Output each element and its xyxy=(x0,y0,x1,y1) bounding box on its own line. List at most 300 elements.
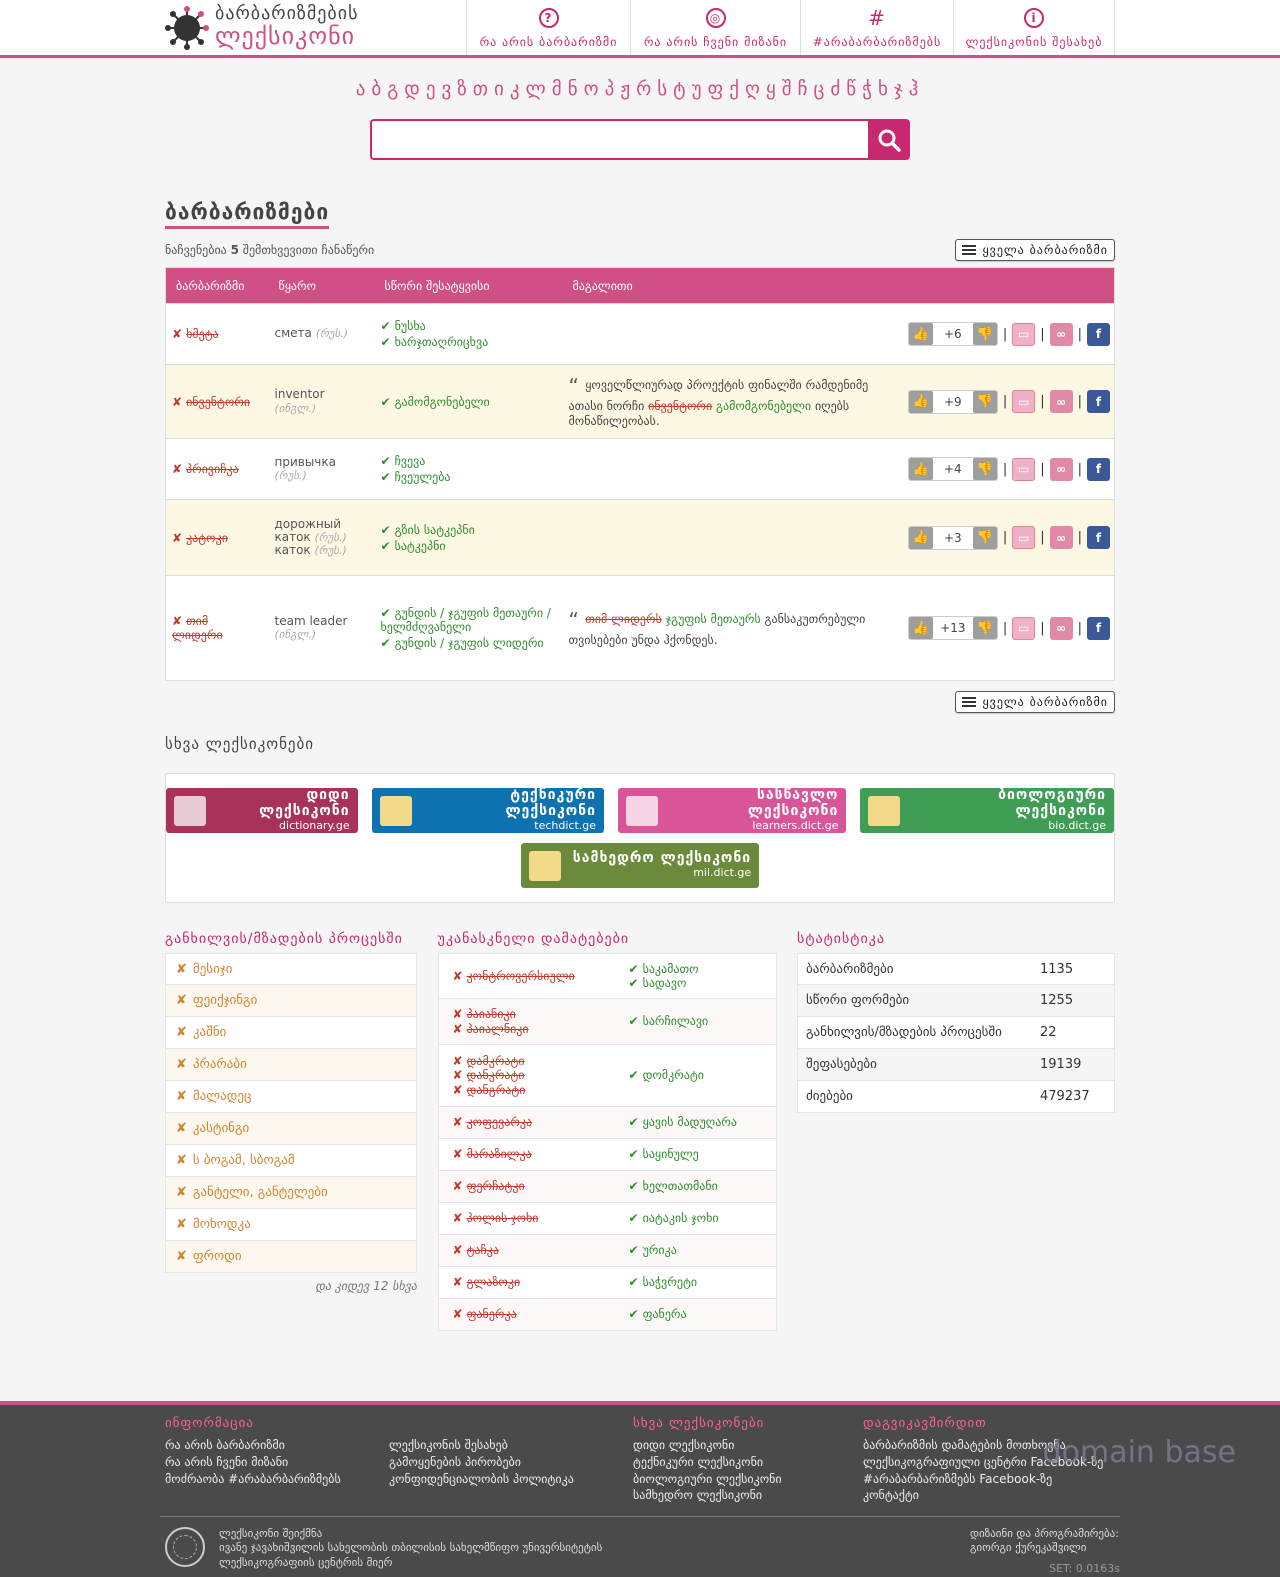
check-icon: ✔ xyxy=(628,1147,639,1162)
recent-right[interactable]: ✔ სარჩილავი xyxy=(628,1014,709,1029)
dict-name: დიდი ლექსიკონი xyxy=(259,786,350,820)
alphabet-letter[interactable]: ჟ xyxy=(620,78,637,100)
cross-icon: ✘ xyxy=(172,462,183,476)
correct-item xyxy=(381,523,557,537)
watermark: domain base xyxy=(1042,1435,1236,1470)
alphabet-letter[interactable]: ხ xyxy=(878,78,894,100)
thumbs-down-icon[interactable]: 👎 xyxy=(973,458,997,480)
other-dicts-panel xyxy=(165,773,1115,903)
check-icon: ✔ xyxy=(628,1068,639,1083)
source-lang: (ინგლ.) xyxy=(274,401,317,415)
example-wrong: თიმ ლიდერს xyxy=(585,612,662,626)
recent-right[interactable]: ✔ ყავის მადუღარა xyxy=(628,1115,737,1130)
comment-icon[interactable]: ▭ xyxy=(1012,323,1035,346)
stats-list xyxy=(797,931,1115,1331)
col-example: მაგალითი xyxy=(563,268,898,304)
cross-icon: ✘ xyxy=(452,1211,463,1226)
target-icon: ◎ xyxy=(706,8,726,28)
list-item[interactable] xyxy=(165,953,417,985)
source-word: смета xyxy=(274,326,312,341)
recent-right[interactable]: ✔ საყინულე xyxy=(628,1147,699,1162)
correct-word[interactable]: გამომგონებელი xyxy=(394,394,490,409)
vote-widget xyxy=(908,526,998,550)
recent-wrong[interactable]: ✘ პაიანიკი xyxy=(452,1007,516,1022)
stat-value: 479237 xyxy=(1040,1089,1090,1104)
list-item[interactable] xyxy=(165,1081,417,1113)
alphabet-letter[interactable]: მ xyxy=(551,78,568,100)
row-actions: 👍 +3 👎 | ▭ | ∞ | f xyxy=(904,526,1111,550)
site-header xyxy=(0,0,1280,58)
alphabet-letter[interactable]: ც xyxy=(813,78,831,100)
table-row xyxy=(166,304,1115,365)
recent-wrong[interactable]: ✘ კოფევარკა xyxy=(452,1115,533,1130)
vote-count: +4 xyxy=(943,462,962,476)
question-icon: ? xyxy=(539,8,559,28)
thumbs-down-icon[interactable]: 👎 xyxy=(973,391,997,413)
recent-wrong[interactable]: ✘ პაიალნიკი xyxy=(452,1021,529,1036)
correct-item xyxy=(381,606,557,634)
source-item xyxy=(275,327,369,340)
cross-icon: ✘ xyxy=(452,1243,463,1258)
facebook-share-icon[interactable]: f xyxy=(1087,617,1110,640)
dict-domain: mil.dict.ge xyxy=(693,866,752,880)
row-actions: 👍 +13 👎 | ▭ | ∞ | f xyxy=(904,616,1111,640)
correct-item xyxy=(381,395,557,409)
process-title: განხილვის/მზადების პროცესში xyxy=(165,931,403,947)
stat-row xyxy=(797,1017,1115,1049)
site-footer xyxy=(0,1401,1280,1577)
link-icon[interactable]: ∞ xyxy=(1050,458,1073,481)
correct-item xyxy=(381,335,557,349)
cross-icon: ✘ xyxy=(452,1068,463,1083)
thumbs-up-icon[interactable]: 👍 xyxy=(909,527,933,549)
alphabet-letter[interactable]: შ xyxy=(781,78,798,100)
quote-icon: “ xyxy=(568,374,586,398)
example-right: ჯგუფის მეთაურს xyxy=(665,612,761,626)
list-item[interactable] xyxy=(165,1241,417,1273)
alphabet-letter[interactable]: ზ xyxy=(457,78,473,100)
footer-link[interactable]: ლექსიკონის შესახებ xyxy=(389,1438,508,1452)
list-item[interactable] xyxy=(165,1049,417,1081)
dict-book-icon xyxy=(868,796,900,826)
footer-contact-title: დაგვიკავშირდით xyxy=(863,1416,987,1431)
footer-link[interactable]: #არაბარბარიზმებს Facebook-ზე xyxy=(863,1471,1053,1486)
comment-icon[interactable]: ▭ xyxy=(1012,390,1035,413)
recent-wrong[interactable]: ✘ პოლის ჯოხი xyxy=(452,1211,539,1226)
university-seal-icon xyxy=(165,1527,205,1567)
alphabet-letter[interactable]: ვ xyxy=(441,78,458,100)
alphabet-letter[interactable]: ს xyxy=(657,78,674,100)
stat-label: შეფასებები xyxy=(806,1057,877,1072)
check-icon: ✔ xyxy=(380,636,391,650)
cross-icon: ✘ xyxy=(172,614,183,628)
vote-count: +13 xyxy=(940,621,966,635)
row-actions: 👍 +4 👎 | ▭ | ∞ | f xyxy=(904,457,1111,481)
alphabet-letter[interactable]: კ xyxy=(509,78,526,100)
stat-label: სწორი ფორმები xyxy=(806,993,910,1008)
nav-label: რა არის ჩვენი მიზანი xyxy=(643,34,788,49)
example-after: იღებს მონაწილეობას. xyxy=(568,399,850,428)
cross-icon: ✘ xyxy=(176,1057,187,1072)
correct-word[interactable]: სატკეპნი xyxy=(394,538,446,553)
correct-item xyxy=(381,319,557,333)
list-item xyxy=(438,1107,777,1139)
correct-item xyxy=(381,539,557,553)
check-icon: ✔ xyxy=(380,319,391,333)
cross-icon: ✘ xyxy=(452,1147,463,1162)
list-icon xyxy=(962,697,976,707)
link-icon[interactable]: ∞ xyxy=(1050,617,1073,640)
alphabet-letter[interactable]: ი xyxy=(493,78,510,100)
search-input[interactable] xyxy=(370,119,868,160)
example-before: ყოველწლიურად პროექტის ფინალში რამდენიმე ათასი ნორჩი xyxy=(568,378,869,413)
list-item[interactable] xyxy=(165,1177,417,1209)
alphabet-letter[interactable]: ძ xyxy=(830,78,847,100)
correct-word[interactable]: გუნდის / ჯგუფის ლიდერი xyxy=(394,636,544,650)
alphabet-letter[interactable]: ლ xyxy=(525,78,552,100)
list-item[interactable] xyxy=(165,1113,417,1145)
stat-row xyxy=(797,953,1115,985)
example-wrong: ინვენტორი xyxy=(648,399,713,413)
recent-right[interactable]: ✔ იატაკის ჯოხი xyxy=(628,1211,719,1226)
cross-icon: ✘ xyxy=(176,1185,187,1200)
dict-domain: techdict.ge xyxy=(534,819,597,833)
dict-name: ბიოლოგიური ლექსიკონი xyxy=(998,786,1106,820)
thumbs-down-icon[interactable]: 👎 xyxy=(973,527,997,549)
cross-icon: ✘ xyxy=(452,968,463,983)
link-icon[interactable]: ∞ xyxy=(1050,526,1073,549)
search-button[interactable] xyxy=(868,119,910,160)
list-item xyxy=(438,1203,777,1235)
barbarism-word[interactable]: ხმეტა xyxy=(186,327,219,341)
vote-widget xyxy=(908,322,998,346)
list-icon xyxy=(962,245,976,255)
example-after: განსაკუთრებული თვისებები უნდა ჰქონდეს. xyxy=(568,612,866,647)
process-list xyxy=(165,931,417,1331)
alphabet-letter[interactable]: ტ xyxy=(673,78,692,100)
row-actions: 👍 +9 👎 | ▭ | ∞ | f xyxy=(904,390,1111,414)
recent-wrong[interactable]: ✘ ტაჩკა xyxy=(452,1243,499,1258)
cross-icon: ✘ xyxy=(452,1179,463,1194)
correct-word[interactable]: ჩვეულება xyxy=(394,470,451,484)
process-word: მოხოდკა xyxy=(192,1217,251,1232)
logo-line2: ლექსიკონი xyxy=(215,22,356,51)
link-icon[interactable]: ∞ xyxy=(1050,323,1073,346)
alphabet-letter[interactable]: ფ xyxy=(707,78,730,100)
recent-wrong[interactable]: ✘ დანკრატი xyxy=(452,1068,525,1083)
dict-book-icon xyxy=(529,851,561,881)
process-word: ფროდი xyxy=(192,1249,242,1264)
all-barbarisms-button-bottom[interactable]: ყველა ბარბარიზმი xyxy=(955,691,1115,713)
footer-link[interactable]: ტექნიკური ლექსიკონი xyxy=(633,1454,764,1469)
vote-count: +9 xyxy=(943,394,962,409)
alphabet-letter[interactable]: ბ xyxy=(371,78,388,100)
source-item xyxy=(275,388,369,414)
list-item[interactable] xyxy=(165,985,417,1017)
thumbs-up-icon[interactable]: 👍 xyxy=(909,458,933,480)
recent-right[interactable]: ✔ ხელთათმანი xyxy=(628,1179,718,1194)
source-item xyxy=(275,544,369,557)
dict-link[interactable] xyxy=(618,788,846,833)
recent-wrong[interactable]: ✘ ფერჩატკი xyxy=(452,1179,525,1194)
recent-right[interactable]: ✔ საკამათო xyxy=(628,961,699,976)
recent-wrong[interactable]: ✘ კონტროვერსიული xyxy=(452,968,575,983)
process-word: პრარაბი xyxy=(192,1057,247,1072)
alphabet-letter[interactable]: წ xyxy=(846,78,863,100)
nav-what-is-barbarism[interactable] xyxy=(466,0,630,55)
cross-icon: ✘ xyxy=(452,1115,463,1130)
recent-right[interactable]: ✔ საჭვრეტი xyxy=(628,1275,698,1290)
check-icon: ✔ xyxy=(628,1179,639,1194)
vote-widget xyxy=(908,457,998,481)
table-row xyxy=(166,500,1115,576)
cross-icon: ✘ xyxy=(172,327,183,341)
thumbs-up-icon[interactable]: 👍 xyxy=(909,391,933,413)
footer-link[interactable]: ლექსიკოგრაფიული ცენტრი Facebook-ზე xyxy=(863,1454,1104,1469)
cross-icon: ✘ xyxy=(172,394,183,409)
check-icon: ✔ xyxy=(380,538,391,553)
alphabet-letter[interactable]: თ xyxy=(472,78,494,100)
design-label: დიზაინი და პროგრამირება: xyxy=(970,1527,1119,1541)
process-more: და კიდევ 12 სხვა xyxy=(315,1279,417,1293)
alphabet-letter[interactable]: ჩ xyxy=(797,78,814,100)
virus-logo-icon xyxy=(165,6,209,50)
credit-line: ლექსიკონი შეიქმნა xyxy=(219,1527,323,1541)
source-lang: (რუს.) xyxy=(314,530,347,544)
alphabet-letter[interactable]: გ xyxy=(387,78,405,100)
credit-line: ლექსიკოგრაფიის ცენტრის მიერ xyxy=(219,1555,393,1569)
alphabet-letter[interactable]: უ xyxy=(691,78,708,100)
all-barbarisms-button[interactable]: ყველა ბარბარიზმი xyxy=(955,239,1115,261)
cross-icon: ✘ xyxy=(452,1053,463,1068)
dict-book-icon xyxy=(380,796,412,826)
cross-icon: ✘ xyxy=(176,1121,187,1136)
recent-right[interactable]: ✔ ურიკა xyxy=(628,1243,677,1258)
vote-count: +6 xyxy=(943,327,962,341)
process-word: კასტინგი xyxy=(192,1121,250,1136)
correct-item xyxy=(381,470,557,484)
correct-item xyxy=(381,636,557,650)
cross-icon: ✘ xyxy=(172,530,183,545)
footer-link[interactable]: სამხედრო ლექსიკონი xyxy=(633,1488,763,1503)
correct-word[interactable]: გუნდის / ჯგუფის მეთაური / ხელმძღვანელი xyxy=(380,606,551,634)
stat-row xyxy=(797,985,1115,1017)
nav-label: რა არის ბარბარიზმი xyxy=(479,34,618,49)
list-item[interactable] xyxy=(165,1017,417,1049)
footer-link[interactable]: რა არის ჩვენი მიზანი xyxy=(165,1454,289,1469)
cross-icon: ✘ xyxy=(452,1007,463,1022)
nav-about[interactable] xyxy=(953,0,1115,55)
recent-wrong[interactable]: ✘ ფანერკა xyxy=(452,1307,517,1322)
barbarism-word[interactable]: ინვენტორი xyxy=(186,394,251,409)
source-word: team leader xyxy=(274,613,348,628)
credit-line[interactable]: ივანე ჯავახიშვილის სახელობის თბილისის სახელმწიფო უნივერსიტეტის xyxy=(219,1541,603,1555)
check-icon: ✔ xyxy=(380,454,391,468)
process-word: კაშნი xyxy=(192,1025,227,1040)
table-row xyxy=(166,576,1115,681)
source-word: каток xyxy=(274,543,311,558)
cross-icon: ✘ xyxy=(452,1082,463,1097)
check-icon: ✔ xyxy=(380,470,391,484)
process-word: ფეიქჯინგი xyxy=(192,993,258,1008)
col-correct: სწორი შესატყვისი xyxy=(375,268,563,304)
process-word: მალადეც xyxy=(192,1089,252,1104)
dict-link[interactable] xyxy=(166,788,358,833)
correct-word[interactable]: ნუსხა xyxy=(394,319,426,333)
dict-link[interactable] xyxy=(372,788,604,833)
facebook-share-icon[interactable]: f xyxy=(1087,390,1110,413)
designer-link[interactable]: გიორგი ქურეკაშვილი xyxy=(970,1541,1087,1555)
recent-wrong[interactable]: ✘ მარაზილკა xyxy=(452,1147,532,1162)
check-icon: ✔ xyxy=(628,1211,639,1226)
list-item xyxy=(438,1235,777,1267)
footer-link[interactable]: გამოყენების პირობები xyxy=(389,1454,521,1469)
alphabet-letter[interactable]: ჰ xyxy=(908,78,925,100)
thumbs-down-icon[interactable]: 👎 xyxy=(973,617,997,639)
footer-link[interactable]: მოძრაობა #არაბარბარიზმებს xyxy=(165,1471,341,1486)
shown-info: ნაჩვენებია 5 შემთხვევითი ჩანაწერი xyxy=(165,243,375,257)
source-word: привычка xyxy=(274,454,336,469)
vote-widget xyxy=(908,390,998,414)
dict-domain: bio.dict.ge xyxy=(1048,819,1106,833)
alphabet-letter[interactable]: ჯ xyxy=(893,78,909,100)
source-word: дорожный каток xyxy=(274,516,342,544)
list-item xyxy=(438,1139,777,1171)
alphabet-letter[interactable]: ღ xyxy=(744,78,766,100)
footer-link[interactable]: დიდი ლექსიკონი xyxy=(633,1438,735,1452)
list-item xyxy=(438,953,777,999)
nav-hashtag[interactable] xyxy=(800,0,953,55)
list-item[interactable] xyxy=(165,1209,417,1241)
comment-icon[interactable]: ▭ xyxy=(1012,458,1035,481)
recent-list xyxy=(438,931,777,1331)
alphabet-letter[interactable]: დ xyxy=(404,78,426,100)
link-icon[interactable]: ∞ xyxy=(1050,390,1073,413)
cross-icon: ✘ xyxy=(176,1217,187,1232)
recent-right[interactable]: ✔ დომკრატი xyxy=(628,1068,704,1083)
alphabet-letter[interactable]: ჭ xyxy=(862,78,879,100)
search-icon xyxy=(877,128,901,152)
footer-link[interactable]: კონტაქტი xyxy=(863,1488,919,1503)
set-time: SET: 0.0163s xyxy=(1049,1561,1120,1575)
recent-right[interactable]: ✔ ფანერა xyxy=(628,1307,687,1322)
check-icon: ✔ xyxy=(628,1243,639,1258)
cross-icon: ✘ xyxy=(176,961,187,977)
comment-icon[interactable]: ▭ xyxy=(1012,526,1035,549)
source-word: inventor xyxy=(274,387,325,402)
site-logo[interactable] xyxy=(165,0,465,55)
footer-link[interactable]: ბარბარიზმის დამატების მოთხოვნა xyxy=(863,1438,1066,1452)
dict-book-icon xyxy=(174,796,206,826)
dict-domain: dictionary.ge xyxy=(279,819,350,833)
footer-other-title: სხვა ლექსიკონები xyxy=(633,1416,765,1431)
barbarism-word[interactable]: კატოკი xyxy=(186,530,228,545)
info-icon: i xyxy=(1024,8,1044,28)
list-item xyxy=(438,999,777,1045)
cross-icon: ✘ xyxy=(452,1275,463,1290)
thumbs-down-icon[interactable]: 👎 xyxy=(973,323,997,345)
recent-right[interactable]: ✔ სადავო xyxy=(628,976,687,990)
thumbs-up-icon[interactable]: 👍 xyxy=(909,617,933,639)
process-word: განტელი, განტელები xyxy=(192,1185,328,1200)
footer-link[interactable]: ბიოლოგიური ლექსიკონი xyxy=(633,1471,782,1486)
recent-wrong[interactable]: ✘ დანგრატი xyxy=(452,1082,526,1097)
thumbs-up-icon[interactable]: 👍 xyxy=(909,323,933,345)
barbarisms-table xyxy=(165,267,1115,681)
dict-link[interactable] xyxy=(521,843,759,888)
dict-link[interactable] xyxy=(860,788,1114,833)
cross-icon: ✘ xyxy=(176,1089,187,1104)
alphabet-letter[interactable]: რ xyxy=(636,78,658,100)
alphabet-letter[interactable]: ე xyxy=(425,78,442,100)
check-icon: ✔ xyxy=(628,1014,639,1029)
table-row xyxy=(166,365,1115,439)
recent-wrong[interactable]: ✘ დამკრატი xyxy=(452,1053,525,1068)
list-item[interactable] xyxy=(165,1145,417,1177)
nav-label: #არაბარბარიზმებს xyxy=(812,34,942,49)
facebook-share-icon[interactable]: f xyxy=(1087,526,1110,549)
comment-icon[interactable]: ▭ xyxy=(1012,617,1035,640)
stat-label: ძიებები xyxy=(806,1089,853,1104)
alphabet-letter[interactable]: ქ xyxy=(729,78,745,100)
cross-icon: ✘ xyxy=(452,1021,463,1036)
stat-value: 22 xyxy=(1040,1025,1057,1040)
nav-label: ლექსიკონის შესახებ xyxy=(965,34,1103,49)
alphabet-letter[interactable]: ა xyxy=(355,78,372,100)
facebook-share-icon[interactable]: f xyxy=(1087,458,1110,481)
check-icon: ✔ xyxy=(628,1275,639,1290)
cross-icon: ✘ xyxy=(176,1153,187,1168)
check-icon: ✔ xyxy=(628,976,639,990)
col-barbarism: ბარბარიზმი xyxy=(166,268,269,304)
stat-label: ბარბარიზმები xyxy=(806,961,894,977)
main-nav xyxy=(466,0,1115,55)
recent-title: უკანასკნელი დამატებები xyxy=(437,931,630,947)
recent-wrong[interactable]: ✘ გლაზოკი xyxy=(452,1275,521,1290)
nav-our-goal[interactable] xyxy=(630,0,800,55)
correct-word[interactable]: ჩვევა xyxy=(394,454,426,468)
barbarism-word[interactable]: თიმ ლიდერი xyxy=(172,614,223,642)
alphabet-letter[interactable]: ყ xyxy=(765,78,782,100)
source-lang: (ინგლ.) xyxy=(274,628,317,641)
check-icon: ✔ xyxy=(380,522,391,537)
source-lang: (რუს.) xyxy=(274,469,307,482)
check-icon: ✔ xyxy=(628,1307,639,1322)
process-word: ს ბოგამ, სბოგამ xyxy=(192,1153,295,1168)
alphabet-letter[interactable]: პ xyxy=(604,78,621,100)
other-dicts-title: სხვა ლექსიკონები xyxy=(165,735,315,753)
vote-widget xyxy=(908,616,998,640)
cross-icon: ✘ xyxy=(452,1307,463,1322)
footer-info-title: ინფორმაცია xyxy=(165,1416,254,1431)
cross-icon: ✘ xyxy=(176,993,187,1008)
alphabet-letter[interactable]: ნ xyxy=(567,78,584,100)
facebook-share-icon[interactable]: f xyxy=(1087,323,1110,346)
footer-link[interactable]: რა არის ბარბარიზმი xyxy=(165,1438,285,1452)
correct-word[interactable]: ხარჯთაღრიცხვა xyxy=(394,335,489,349)
alphabet-bar xyxy=(0,78,1280,100)
list-item xyxy=(438,1045,777,1107)
correct-word[interactable]: გზის სატკეპნი xyxy=(394,522,475,537)
source-item xyxy=(275,518,369,544)
barbarism-word[interactable]: პრივიჩკა xyxy=(186,462,239,476)
logo-line1: ბარბარიზმების xyxy=(215,3,359,25)
list-item xyxy=(438,1299,777,1331)
list-item xyxy=(438,1267,777,1299)
footer-link[interactable]: კონფიდენციალობის პოლიტიკა xyxy=(389,1471,574,1486)
alphabet-letter[interactable]: ო xyxy=(583,78,605,100)
stats-title: სტატისტიკა xyxy=(797,931,885,947)
